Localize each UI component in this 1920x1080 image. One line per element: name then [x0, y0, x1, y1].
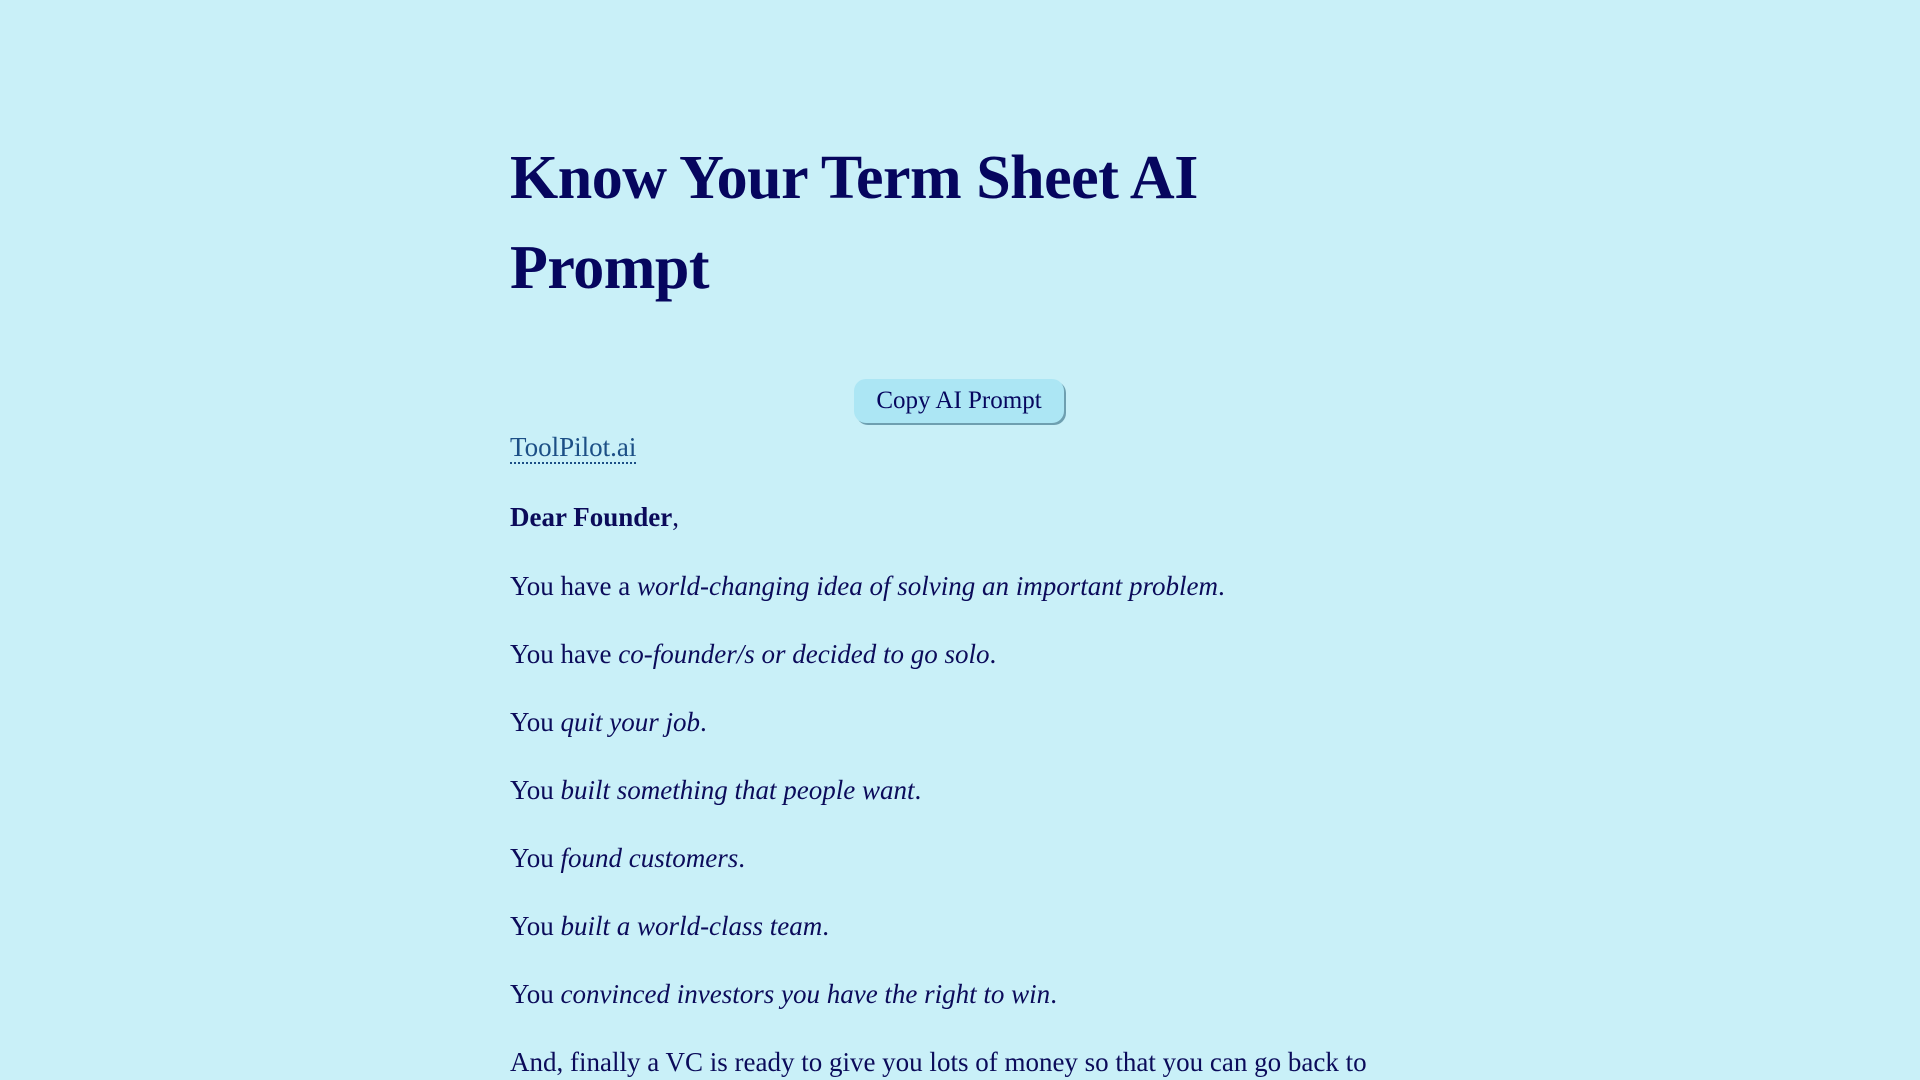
emphasis: convinced investors you have the right to win [560, 979, 1051, 1009]
emphasis: built something that people want [560, 775, 915, 805]
emphasis: co-founder/s or decided to go solo [618, 639, 990, 669]
text: . [738, 843, 746, 873]
text: . [1217, 571, 1225, 601]
emphasis: world-changing idea of solving an important problem [637, 571, 1218, 601]
text: . [989, 639, 997, 669]
paragraph [510, 705, 707, 739]
text: . [1050, 979, 1057, 1009]
text: . [822, 911, 830, 941]
text: You [510, 843, 561, 873]
toolpilot-link[interactable]: ToolPilot.ai [510, 432, 637, 462]
page-title: Know Your Term Sheet AI Prompt [510, 144, 1198, 302]
text: You [510, 707, 561, 737]
text: You have [510, 639, 619, 669]
paragraph [510, 841, 745, 875]
text: . [700, 707, 707, 737]
paragraph: And, finally a VC is ready to give you lots of money so that you can go back to [510, 1047, 1367, 1077]
emphasis: built a world-class team [560, 911, 823, 941]
emphasis: quit your job [560, 707, 701, 737]
text: You [510, 775, 561, 805]
text: You [510, 979, 561, 1009]
emphasis: found customers [560, 843, 739, 873]
text: . [914, 775, 922, 805]
copy-ai-prompt-button[interactable]: Copy AI Prompt [854, 379, 1064, 423]
paragraph [510, 637, 996, 671]
text: You [510, 911, 561, 941]
paragraph [510, 909, 829, 943]
text: You have a [510, 571, 637, 601]
greeting [510, 500, 679, 534]
paragraph [510, 569, 1225, 603]
greeting-punct: , [672, 502, 679, 532]
paragraph [510, 773, 921, 807]
paragraph [510, 977, 1057, 1011]
greeting-name: Dear Founder [510, 502, 673, 532]
